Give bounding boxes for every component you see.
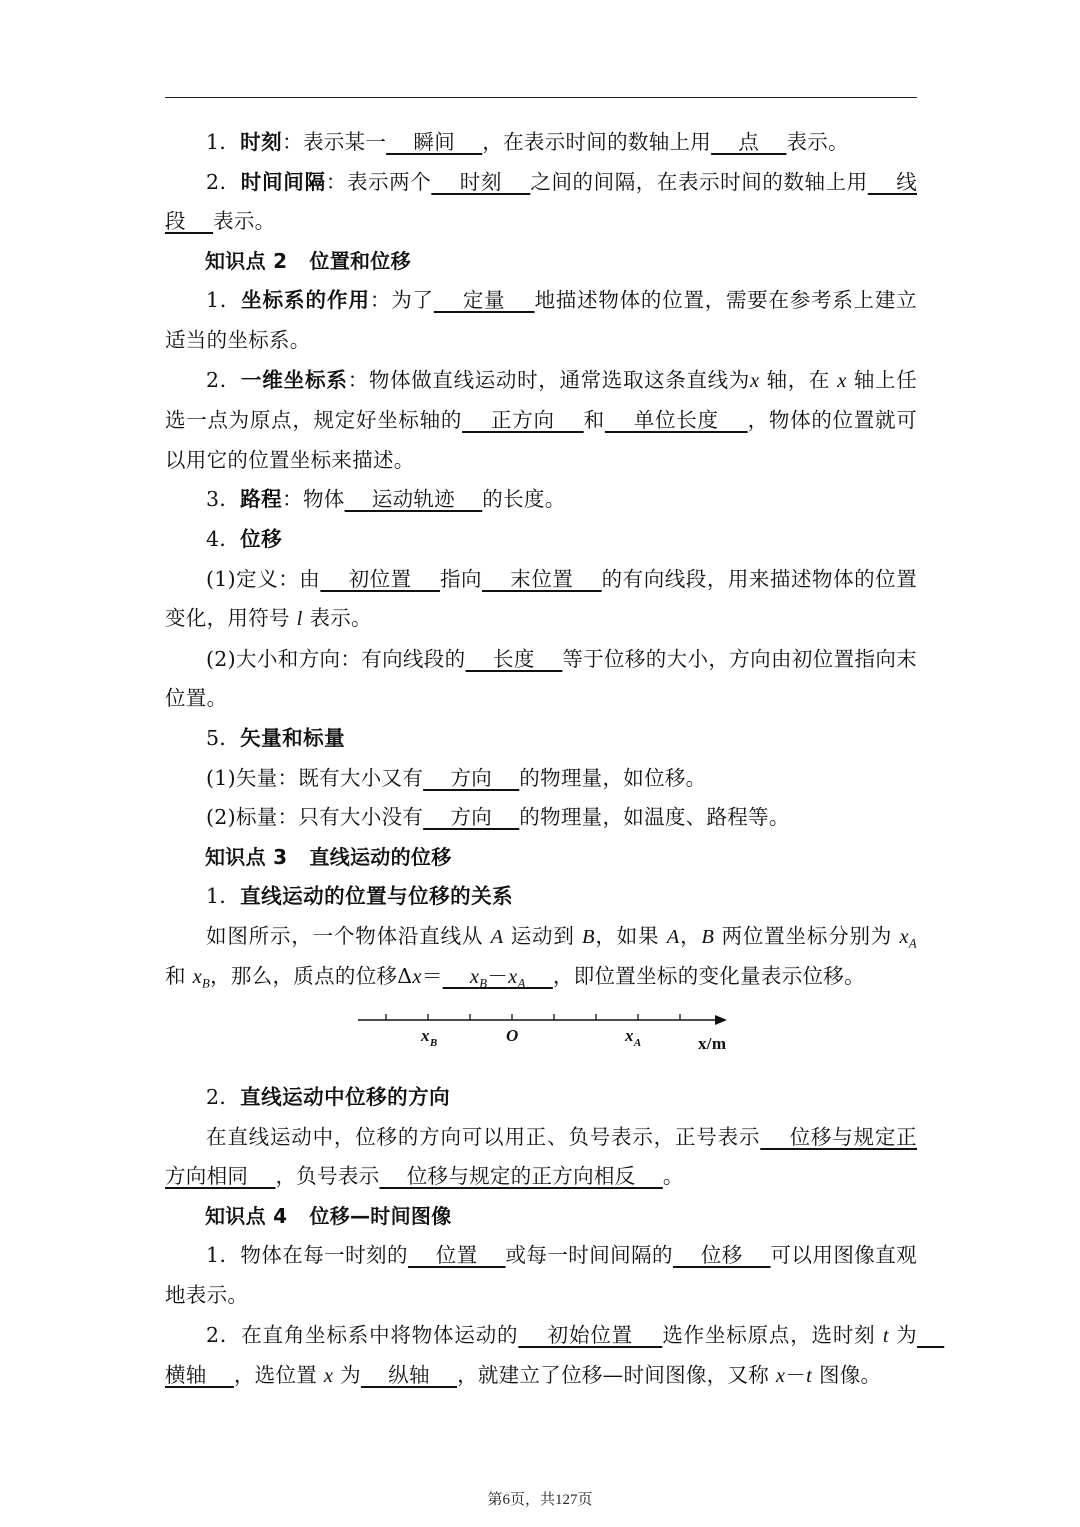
answer-blank: 瞬间 xyxy=(386,130,483,154)
text: 和 xyxy=(583,408,605,433)
text: ：物体 xyxy=(282,487,345,512)
text: 可以用图像直观地表示。 xyxy=(165,1243,917,1308)
text: 的长度。 xyxy=(482,487,566,512)
text: (1)定义：由 xyxy=(206,566,321,591)
math-subscript: A xyxy=(908,936,917,951)
answer-blank: 时刻 xyxy=(431,169,531,194)
text: ，就建立了位移—时间图像，又称 xyxy=(457,1363,776,1388)
text: (2)大小和方向：有向线段的 xyxy=(206,646,466,671)
text: 的物理量，如位移。 xyxy=(519,765,707,790)
answer-blank: 位移 xyxy=(673,1243,771,1268)
math-var: x xyxy=(837,369,847,392)
subsection-title: 直线运动中位移的方向 xyxy=(240,1085,451,1110)
text: 表示。 xyxy=(302,606,372,631)
answer-blank: 位移与规定的正方向相反 xyxy=(379,1164,663,1189)
text: 表示。 xyxy=(213,209,276,234)
moment-paragraph xyxy=(165,123,917,163)
item-number: 1． xyxy=(206,288,242,313)
term-moment: 时刻 xyxy=(240,130,283,154)
math-subscript: B xyxy=(479,976,488,991)
answer-blank: 方向 xyxy=(423,765,520,790)
section-title: 位移—时间图像 xyxy=(309,1203,452,1228)
answer-blank xyxy=(443,964,553,991)
term-path: 路程 xyxy=(240,487,283,512)
text: 指向 xyxy=(439,566,483,591)
number-line-figure xyxy=(165,998,917,1078)
subsection-title-2 xyxy=(165,1078,917,1118)
section-label: 知识点 3 xyxy=(205,844,288,869)
math-var: x xyxy=(508,966,518,989)
text: 之间的间隔，在表示时间的数轴上用 xyxy=(530,169,868,194)
math-subscript: B xyxy=(202,976,211,991)
axis-unit-label: x/m xyxy=(698,1034,727,1054)
term-coordinate-system: 坐标系的作用 xyxy=(241,288,370,313)
answer-blank: 定量 xyxy=(433,288,535,313)
text: 和 xyxy=(165,964,193,989)
text: ，物体的位置就可以用它的位置坐标来描述。 xyxy=(165,408,918,472)
coord-paragraph xyxy=(165,281,917,360)
scalar-paragraph xyxy=(165,798,917,838)
item-number: 2． xyxy=(206,1322,242,1347)
item-number: 5． xyxy=(206,725,241,750)
item-number: 2． xyxy=(206,1085,241,1110)
term-interval: 时间间隔 xyxy=(240,169,326,194)
text: ，如果 xyxy=(594,923,667,948)
displacement-title xyxy=(165,520,917,560)
direction-paragraph xyxy=(165,1118,917,1197)
term-vector-scalar: 矢量和标量 xyxy=(240,725,346,750)
axis-label-var: x xyxy=(421,1026,430,1046)
text: 物体在每一时刻的 xyxy=(240,1243,408,1268)
text: 轴上任选一点为原点，规定好坐标轴的 xyxy=(165,367,917,433)
text: 图像。 xyxy=(812,1363,882,1388)
math-var: x xyxy=(899,925,909,948)
answer-blank: 点 xyxy=(711,130,787,154)
answer-blank: 横轴 xyxy=(165,1322,945,1388)
page-body xyxy=(165,123,945,1397)
math-var: l xyxy=(296,608,303,631)
math-var: x xyxy=(775,1365,786,1388)
figure-paragraph xyxy=(165,917,917,998)
math-var: B xyxy=(701,925,715,948)
answer-blank: 运动轨迹 xyxy=(344,487,483,512)
item-number: 2． xyxy=(206,367,241,392)
item-number: 1． xyxy=(206,884,241,909)
definition-paragraph xyxy=(165,560,917,640)
text: 的有向线段，用来描述物体的位置变化，用符号 xyxy=(165,566,918,631)
text: 两位置坐标分别为 xyxy=(714,923,900,948)
answer-blank: 线段 xyxy=(165,169,917,234)
text: ：为了 xyxy=(369,288,434,313)
subsection-title: 直线运动的位置与位移的关系 xyxy=(240,884,514,909)
text: 为 xyxy=(333,1363,361,1388)
section-heading-3 xyxy=(165,838,917,878)
term-displacement: 位移 xyxy=(240,526,283,551)
label-xB xyxy=(420,1026,437,1049)
text: 的物理量，如温度、路程等。 xyxy=(519,805,790,830)
section-heading-4 xyxy=(165,1197,917,1237)
graph-paragraph-2 xyxy=(165,1316,945,1397)
path-paragraph xyxy=(165,480,917,520)
text: ，即位置坐标的变化量表示位移。 xyxy=(552,964,865,989)
answer-blank: 末位置 xyxy=(482,566,602,591)
number-line-svg xyxy=(355,1000,755,1060)
item-number: 1． xyxy=(206,130,241,154)
text: 运动到 xyxy=(503,923,583,948)
item-number: 3． xyxy=(206,487,241,512)
blank-pad xyxy=(526,964,553,988)
graph-paragraph-1 xyxy=(165,1236,917,1315)
text: ，选位置 xyxy=(233,1363,324,1388)
text: ＝ xyxy=(421,964,443,989)
text: (2)标量：只有大小没有 xyxy=(206,805,424,830)
interval-paragraph xyxy=(165,163,917,242)
axis-label-var: x xyxy=(625,1026,634,1046)
text: ：物体做直线运动时，通常选取这条直线为 xyxy=(347,367,750,392)
math-var: x xyxy=(469,966,480,989)
math-var: A xyxy=(490,925,504,948)
math-operator: － xyxy=(785,1363,807,1388)
text: ，在表示时间的数轴上用 xyxy=(482,130,712,154)
answer-blank: 位置 xyxy=(407,1243,506,1268)
math-var: x xyxy=(412,966,422,989)
section-label: 知识点 2 xyxy=(205,248,288,273)
text: 在直线运动中，位移的方向可以用正、负号表示，正号表示 xyxy=(206,1124,761,1149)
vector-scalar-title xyxy=(165,719,917,759)
text: 为 xyxy=(888,1322,917,1347)
answer-blank: 位移与规定正方向相同 xyxy=(165,1124,917,1189)
text: ， xyxy=(679,923,702,948)
answer-blank: 长度 xyxy=(465,646,563,671)
text: ：表示两个 xyxy=(325,169,432,194)
math-var: t xyxy=(806,1365,813,1388)
text: 如图所示，一个物体沿直线从 xyxy=(206,923,491,948)
answer-blank: 初始位置 xyxy=(518,1322,663,1347)
text: ：表示某一 xyxy=(282,130,387,154)
text: ，负号表示 xyxy=(275,1164,380,1189)
magnitude-paragraph xyxy=(165,640,917,719)
text: 地描述物体的位置，需要在参考系上建立适当的坐标系。 xyxy=(165,288,917,352)
text: 表示。 xyxy=(786,130,849,154)
subsection-title-1 xyxy=(165,877,917,917)
text: 轴，在 xyxy=(759,367,838,392)
text: 。 xyxy=(662,1164,684,1189)
axis-label-sub: A xyxy=(633,1037,642,1050)
label-xA xyxy=(624,1026,641,1049)
section-title: 位置和位移 xyxy=(309,248,411,273)
item-number: 2． xyxy=(206,169,241,194)
answer-blank: 正方向 xyxy=(462,408,584,433)
math-var: x xyxy=(749,369,760,392)
answer-blank: 单位长度 xyxy=(604,408,748,433)
math-subscript: A xyxy=(517,976,526,991)
vector-paragraph xyxy=(165,759,917,799)
section-heading-2 xyxy=(165,242,917,282)
item-number: 4． xyxy=(206,526,241,551)
section-title: 直线运动的位移 xyxy=(309,844,452,869)
answer-blank: 纵轴 xyxy=(360,1363,458,1388)
math-var: x xyxy=(192,966,203,989)
axis-arrow-icon xyxy=(715,1015,727,1025)
text: 或每一时间间隔的 xyxy=(505,1243,674,1268)
label-origin: O xyxy=(506,1026,519,1046)
math-var: B xyxy=(582,925,595,948)
one-dim-paragraph xyxy=(165,361,917,481)
text: ，那么，质点的位移Δ xyxy=(210,964,413,989)
section-label: 知识点 4 xyxy=(205,1203,288,1228)
page-footer: 第6页，共127页 xyxy=(487,1492,593,1508)
math-var: A xyxy=(666,925,680,948)
term-one-dim: 一维坐标系 xyxy=(240,367,348,392)
blank-pad xyxy=(443,964,470,988)
math-var: t xyxy=(882,1324,889,1347)
header-rule xyxy=(165,97,917,98)
text: 在直角坐标系中将物体运动的 xyxy=(241,1322,519,1347)
text: (1)矢量：既有大小又有 xyxy=(206,765,424,790)
math-operator: － xyxy=(487,964,509,989)
text: 等于位移的大小，方向由初位置指向末位置。 xyxy=(165,646,917,711)
axis-label-sub: B xyxy=(429,1037,438,1050)
item-number: 1． xyxy=(206,1243,241,1268)
answer-blank: 方向 xyxy=(423,805,520,830)
text: 选作坐标原点，选时刻 xyxy=(662,1322,883,1347)
math-var: x xyxy=(323,1365,334,1388)
answer-blank: 初位置 xyxy=(320,566,440,591)
